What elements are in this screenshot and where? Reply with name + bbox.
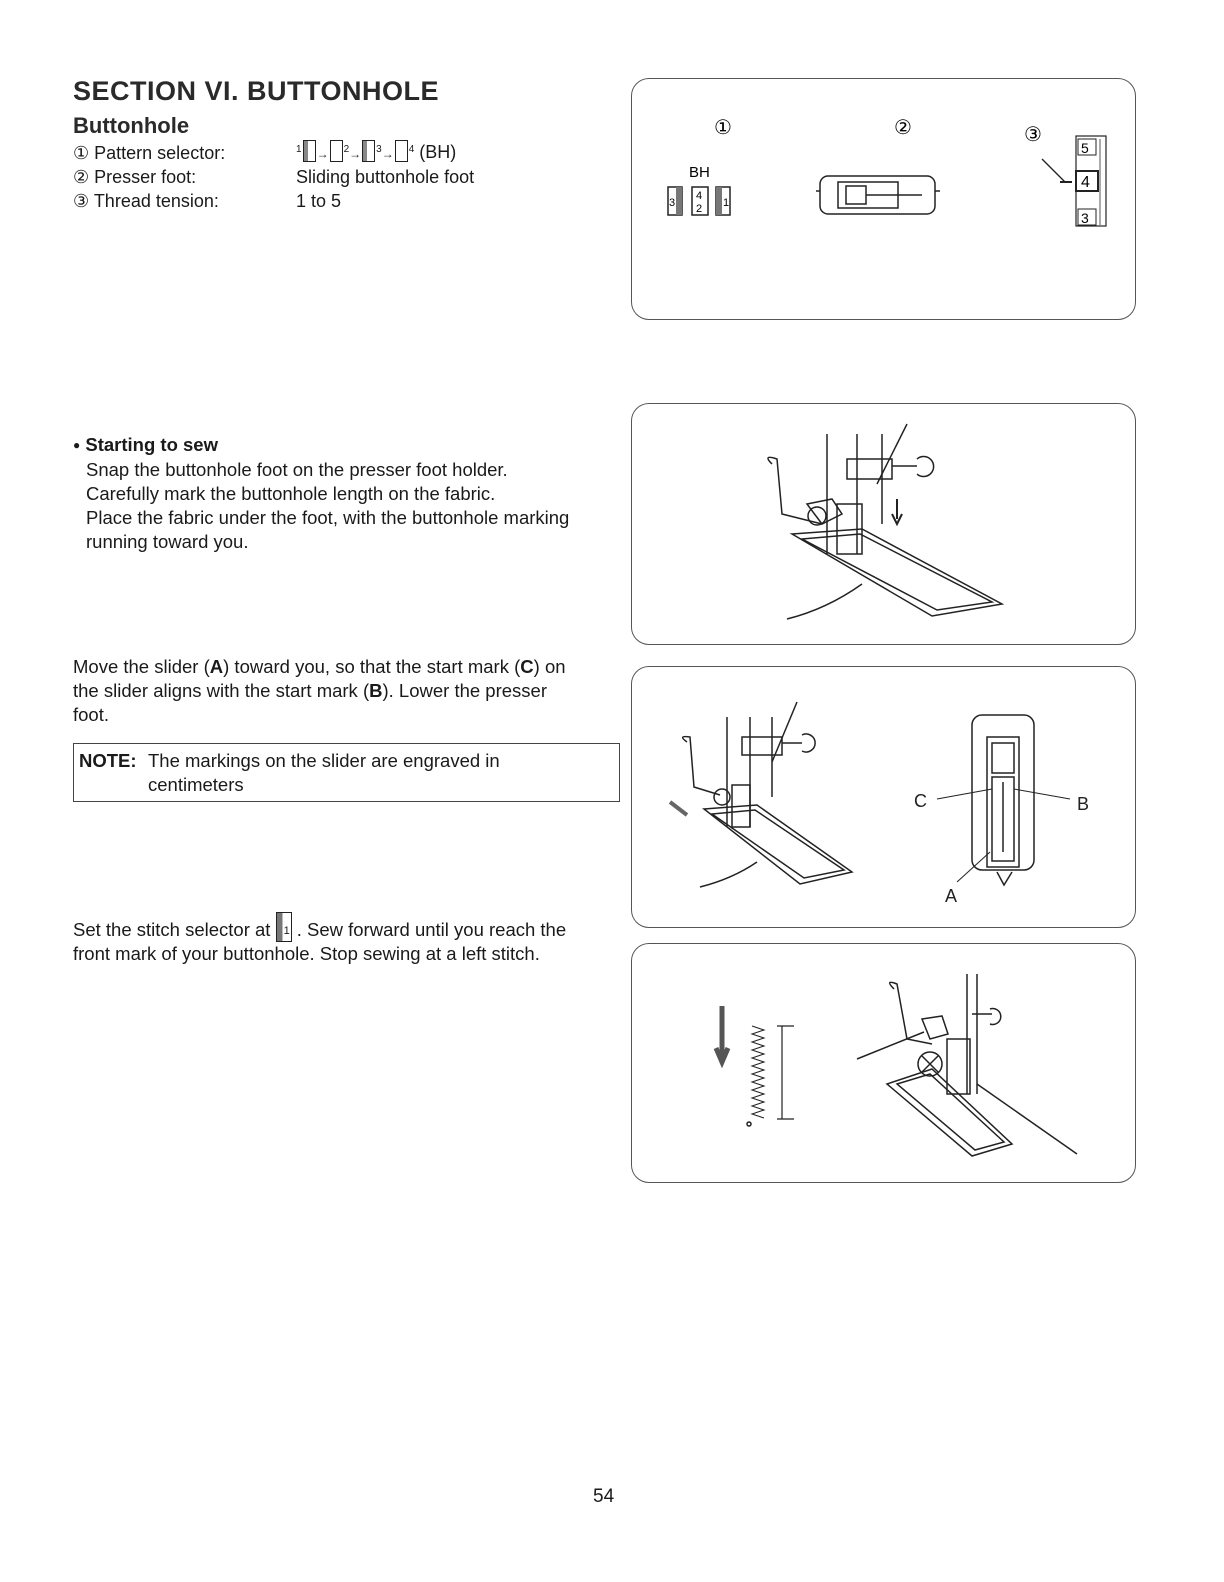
slider-mark-b: B [369,680,383,701]
sliding-foot-icon [816,176,940,214]
dial-num-4: 4 [696,190,703,202]
starting-line-4: running toward you. [86,531,249,552]
spec-label-pattern: ① Pattern selector: [73,143,226,163]
note-line-2: centimeters [148,774,244,795]
page-number: 54 [593,1486,615,1507]
starting-line-2: Carefully mark the buttonhole length on the fabric. [86,483,496,504]
note-label: NOTE: [79,750,137,771]
slider-text-5: ). Lower the presser [382,680,547,701]
stitch-text-1: Set the stitch selector at [73,919,271,940]
tension-num-4: 4 [1081,174,1090,191]
label-a: A [945,886,958,906]
seq-num-2: 2 [343,144,350,155]
dial-num-2: 2 [696,203,703,215]
spec-value-tension: 1 to 5 [296,191,342,211]
section-title: SECTION VI. BUTTONHOLE [73,76,440,106]
snap-foot-illustration [632,404,1135,644]
label-b: B [1077,794,1090,814]
slider-text-6: foot. [73,704,109,725]
slider-text-1: Move the slider ( [73,656,210,677]
spec-value-foot: Sliding buttonhole foot [296,167,475,187]
figure-settings-panel [631,78,1136,320]
figure-slider-panel [631,666,1136,928]
spec-label-tension: ③ Thread tension: [73,191,219,211]
slider-text-3: ) on [533,656,566,677]
pattern-dial-icons [668,187,730,215]
subtitle: Buttonhole [73,113,190,138]
starting-line-1: Snap the buttonhole foot on the presser foot holder. [86,459,508,480]
starting-paragraph [86,458,569,554]
starting-heading-row: ● Starting to sew [73,434,218,455]
starting-heading: Starting to sew [85,434,218,455]
stitch-icon-4 [395,140,408,162]
figure-sew-forward-panel [631,943,1136,1183]
callout-2: ② [894,117,912,139]
slider-mark-a: A [209,656,224,677]
stitch-icon-2 [330,140,343,162]
slider-text-4: the slider aligns with the start mark ( [73,680,370,701]
dial-num-3: 3 [669,197,676,209]
tension-num-3: 3 [1081,210,1089,226]
stitch-selector-num: 1 [283,925,290,937]
pattern-selector-sequence: $^1$ → $^2$→ $^3$→ $^4$ (BH) [296,142,457,162]
seq-num-3: 3 [376,144,382,155]
figure-snap-foot-panel [631,403,1136,645]
stitch-paragraph [73,912,618,966]
spec-label-foot: ② Presser foot: [73,167,197,187]
seq-num-4: 4 [408,144,415,155]
stitch-selector-icon [276,912,292,942]
stitch-icon-1 [303,140,316,162]
settings-illustration [632,79,1135,319]
seq-num-1: 1 [296,144,302,155]
tension-dial-icon [1042,136,1106,226]
callout-3: ③ [1024,124,1042,146]
slider-mark-c: C [520,656,534,677]
spec-value-pattern: (BH) [419,142,457,162]
stitch-text-2: . Sew forward until you reach the [296,919,567,940]
slider-text-2: ) toward you, so that the start mark ( [223,656,521,677]
dial-num-1: 1 [723,197,730,209]
slider-illustration [632,667,1135,927]
tension-num-5: 5 [1081,140,1089,156]
sew-forward-illustration [632,944,1135,1182]
stitch-text-3: front mark of your buttonhole. Stop sewing at a left stitch. [73,943,540,964]
starting-line-3: Place the fabric under the foot, with the buttonhole marking [86,507,570,528]
note-box [73,743,620,802]
note-line-1: The markings on the slider are engraved in [148,750,500,771]
stitch-icon-3 [362,140,375,162]
slider-paragraph [73,655,618,727]
label-c: C [914,791,927,811]
bh-label: BH [689,164,710,181]
callout-1: ① [714,117,732,139]
